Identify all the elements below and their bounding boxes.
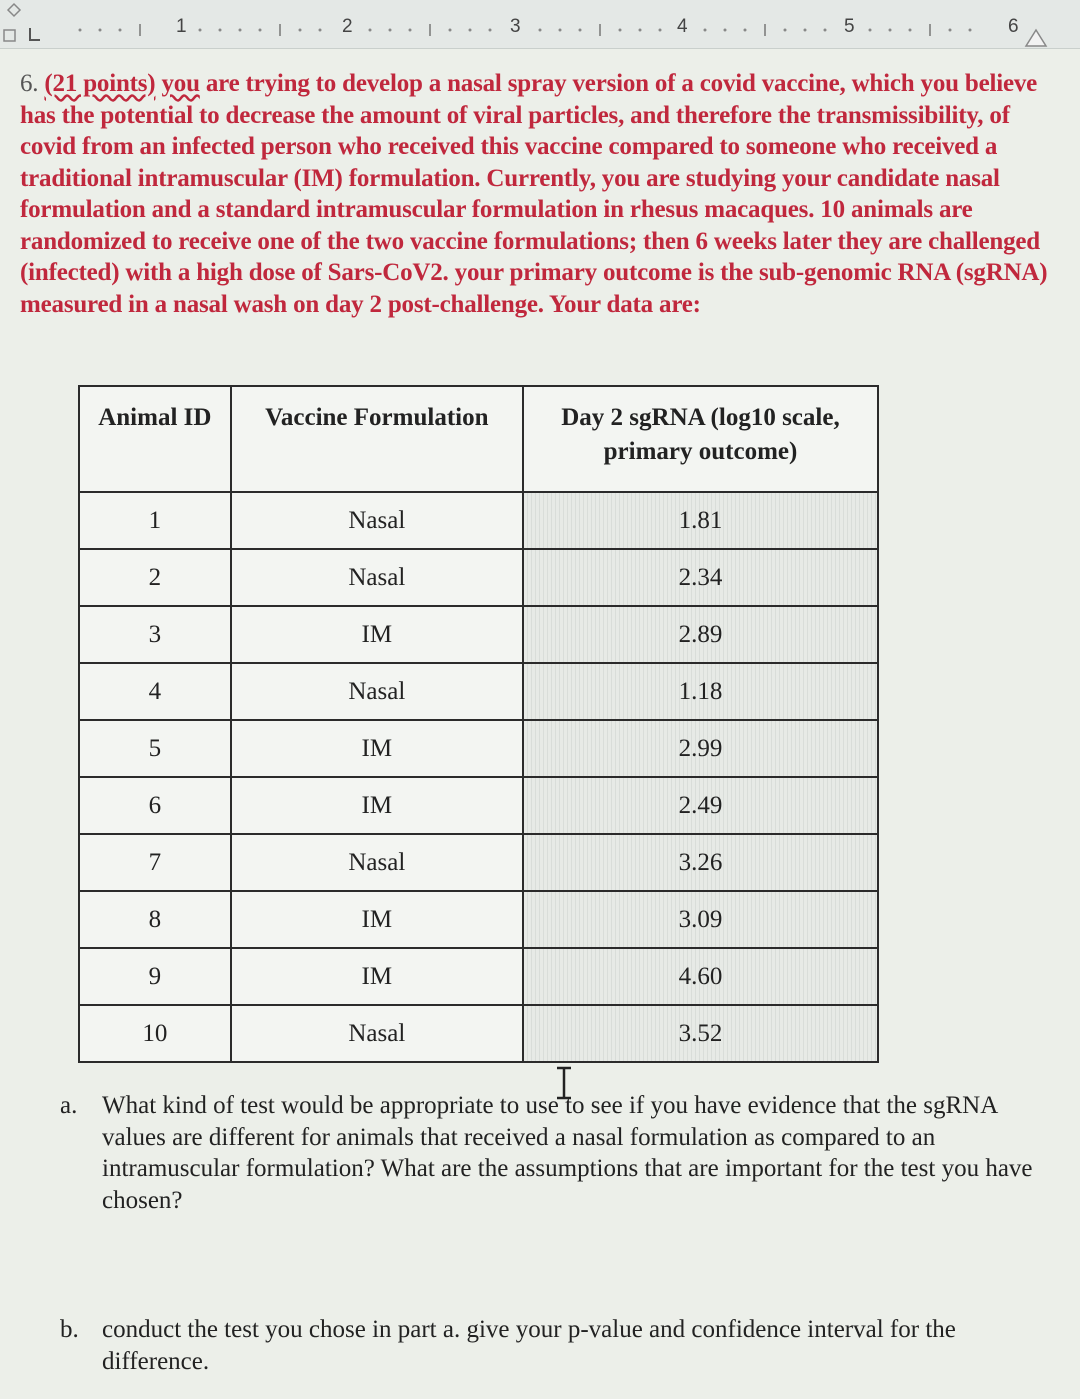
cell-animal-id: 1: [79, 492, 231, 549]
cell-formulation: Nasal: [231, 663, 523, 720]
header-vaccine-formulation: Vaccine Formulation: [231, 386, 523, 492]
cell-sgrna: 2.99: [523, 720, 878, 777]
cell-sgrna: 2.34: [523, 549, 878, 606]
cell-sgrna: 2.89: [523, 606, 878, 663]
cell-formulation: Nasal: [231, 834, 523, 891]
ruler-number: 2: [342, 16, 353, 37]
question-paragraph[interactable]: [20, 68, 1050, 320]
table-row: [79, 663, 878, 720]
part-b[interactable]: [60, 1314, 1042, 1377]
cell-sgrna: 4.60: [523, 948, 878, 1005]
cell-animal-id: 9: [79, 948, 231, 1005]
cell-formulation: Nasal: [231, 1005, 523, 1062]
table-row: [79, 1005, 878, 1062]
header-sgrna: Day 2 sgRNA (log10 scale, primary outcome): [523, 386, 878, 492]
ruler-tick-marks: [60, 0, 1060, 48]
cell-animal-id: 6: [79, 777, 231, 834]
cell-sgrna: 1.18: [523, 663, 878, 720]
ruler-number: 4: [677, 16, 688, 37]
table-row: [79, 549, 878, 606]
part-a[interactable]: [60, 1090, 1042, 1216]
cell-animal-id: 5: [79, 720, 231, 777]
cell-sgrna: 2.49: [523, 777, 878, 834]
question-points: (21 points): [44, 70, 156, 97]
table-row: [79, 948, 878, 1005]
question-you: you: [161, 70, 200, 97]
cell-formulation: IM: [231, 891, 523, 948]
table-row: [79, 720, 878, 777]
table-row: [79, 492, 878, 549]
cell-animal-id: 10: [79, 1005, 231, 1062]
right-indent-marker-icon[interactable]: [1024, 26, 1048, 48]
table-row: [79, 777, 878, 834]
cell-formulation: IM: [231, 777, 523, 834]
part-b-text: conduct the test you chose in part a. give your p-value and confidence interval for the difference.: [102, 1316, 956, 1375]
horizontal-ruler[interactable]: [0, 0, 1080, 49]
table-row: [79, 606, 878, 663]
cell-sgrna: 3.26: [523, 834, 878, 891]
cell-animal-id: 8: [79, 891, 231, 948]
cell-formulation: Nasal: [231, 492, 523, 549]
tab-stop-selector-icon[interactable]: [0, 0, 60, 48]
part-b-label: b.: [60, 1316, 79, 1343]
cell-sgrna: 1.81: [523, 492, 878, 549]
cell-animal-id: 3: [79, 606, 231, 663]
cell-formulation: IM: [231, 948, 523, 1005]
cell-animal-id: 7: [79, 834, 231, 891]
cell-formulation: Nasal: [231, 549, 523, 606]
ruler-number: 1: [176, 16, 187, 37]
table-row: [79, 891, 878, 948]
header-animal-id: Animal ID: [79, 386, 231, 492]
part-a-text: What kind of test would be appropriate to use to see if you have evidence that the sgRNA values are different for animals that received a nasal formulation as compared to an intramuscular formulation? What are the assumptions that are important for the test you have chosen?: [102, 1092, 1033, 1214]
cell-formulation: IM: [231, 720, 523, 777]
cell-animal-id: 4: [79, 663, 231, 720]
ruler-number: 5: [844, 16, 855, 37]
ruler-number: 3: [510, 16, 521, 37]
ruler-number: 6: [1008, 16, 1019, 37]
data-table[interactable]: [78, 385, 879, 1063]
table-row: [79, 834, 878, 891]
table-header-row: [79, 386, 878, 492]
question-text: are trying to develop a nasal spray version of a covid vaccine, which you believe has the potential to decrease the amount of viral particles, and therefore the transmissibility, of covid from an infected person who received this vaccine compared to someone who received a traditional intramuscular (IM) formulation. Currently, you are studying your candidate nasal formulation and a standard intramuscular formulation in rhesus macaques. 10 animals are randomized to receive one of the two vaccine formulations; then 6 weeks later they are challenged (infected) with a high dose of Sars-CoV2. your primary outcome is the sub-genomic RNA (sgRNA) measured in a nasal wash on day 2 post-challenge. Your data are:: [20, 70, 1048, 318]
cell-animal-id: 2: [79, 549, 231, 606]
question-number: 6.: [20, 70, 39, 97]
cell-sgrna: 3.52: [523, 1005, 878, 1062]
part-a-label: a.: [60, 1092, 78, 1119]
cell-sgrna: 3.09: [523, 891, 878, 948]
cell-formulation: IM: [231, 606, 523, 663]
